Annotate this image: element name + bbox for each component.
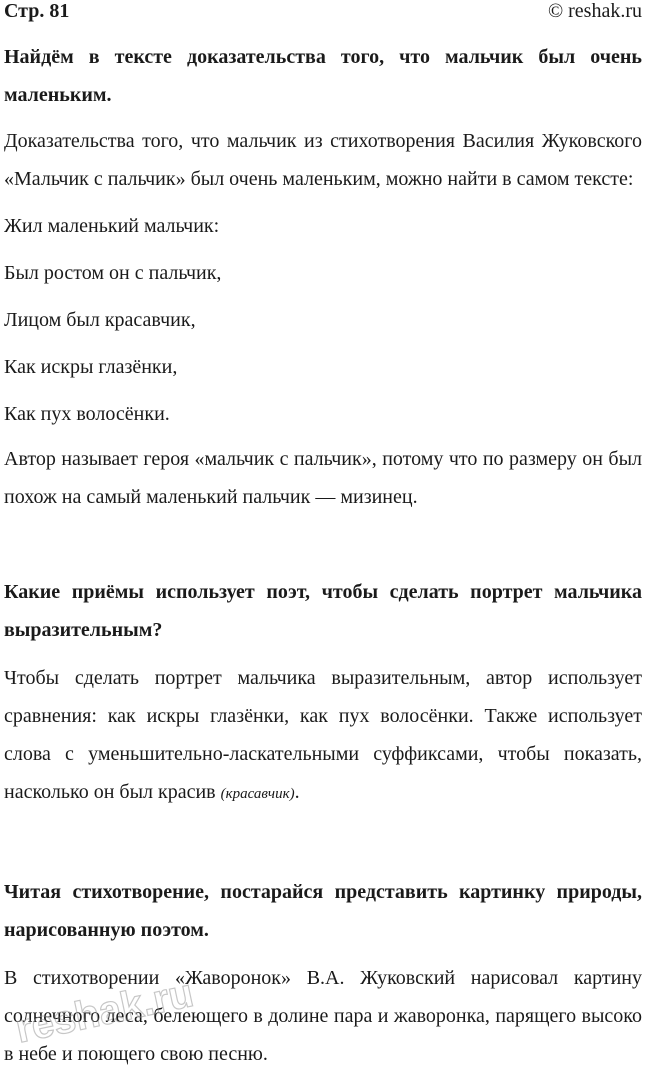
answer-1-intro: Доказательства того, что мальчик из стихотворения Василия Жуковского «Мальчик с пальчик» был очень маленьким, можно найти в самом тексте: <box>4 130 642 190</box>
question-2: Какие приёмы использует поэт, чтобы сделать портрет мальчика выразительным? <box>4 581 642 641</box>
page-header <box>4 0 642 28</box>
question-1: Найдём в тексте доказательства того, что мальчик был очень маленьким. <box>4 46 642 106</box>
answer-2-end: . <box>294 781 300 803</box>
question-3: Читая стихотворение, постарайся представить картинку природы, нарисованную поэтом. <box>4 881 642 941</box>
answer-2-main: Чтобы сделать портрет мальчика выразительным, автор использует сравнения: как искры глазёнки, как пух волосёнки. Также использует слова с уменьшительно-ласкательными суффиксами, чтобы показать, насколько он был красив <box>4 667 642 803</box>
poem-excerpt <box>4 214 642 426</box>
watermark-text: reshak.ru <box>11 971 198 1052</box>
verse-line: Как пух волосёнки. <box>4 403 170 425</box>
answer-1-outro: Автор называет героя «мальчик с пальчик», потому что по размеру он был похож на самый маленький пальчик — мизинец. <box>4 448 642 508</box>
answer-2 <box>4 659 642 813</box>
verse-line: Лицом был красавчик, <box>4 309 196 331</box>
answer-3: В стихотворении «Жаворонок» В.А. Жуковский нарисовал картину солнечного леса, белеющего в долине пара и жаворонка, парящего высоко в небе и поющего свою песню. <box>4 967 642 1065</box>
verse-line: Как искры глазёнки, <box>4 356 178 378</box>
verse-line: Был ростом он с пальчик, <box>4 262 222 284</box>
verse-line: Жил маленький мальчик: <box>4 215 220 237</box>
page-number: Стр. 81 <box>4 0 70 22</box>
answer-2-note: (красавчик) <box>220 786 295 802</box>
site-credit: © reshak.ru <box>547 0 642 22</box>
